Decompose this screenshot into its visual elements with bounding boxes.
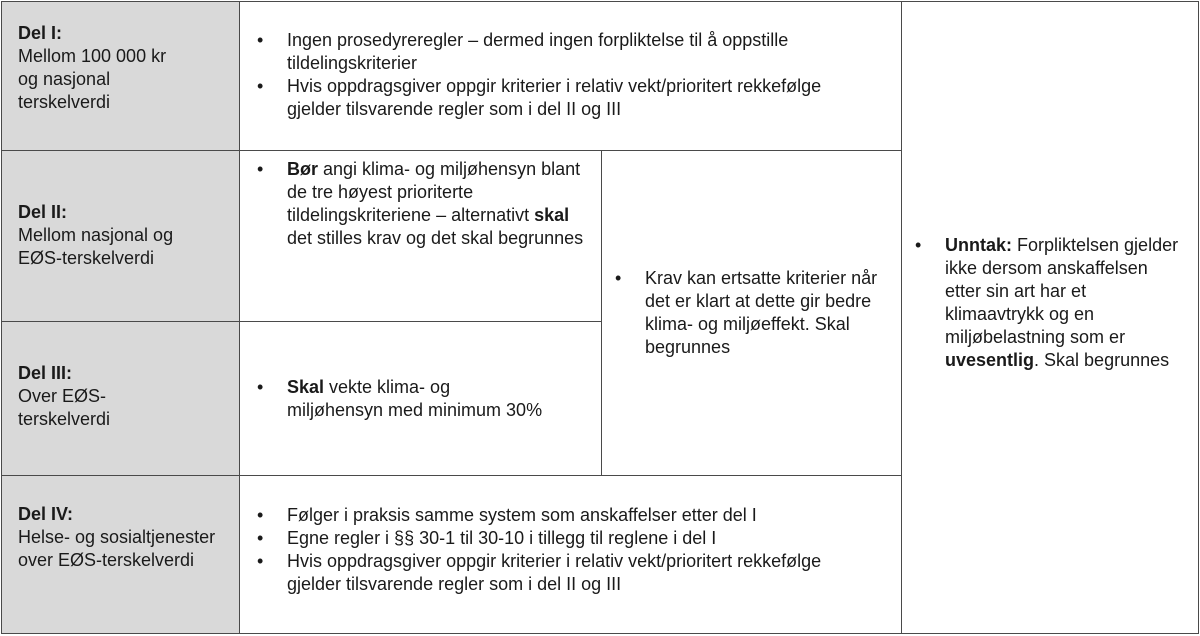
list-item: • Følger i praksis samme system som anskaffelser etter del I bbox=[257, 504, 886, 527]
bullet-list bbox=[257, 158, 591, 250]
row-subheading: Over EØS-terskelverdi bbox=[18, 386, 111, 429]
emphasis-text: uvesentlig bbox=[945, 349, 1035, 370]
row-label-del-4 bbox=[1, 475, 240, 634]
list-item bbox=[915, 234, 1188, 372]
row-label-del-2 bbox=[1, 150, 240, 322]
row-content-del-4 bbox=[239, 475, 902, 634]
row-subheading: Mellom 100 000 kr og nasjonal terskelverdi bbox=[18, 46, 167, 112]
row-subheading: Helse- og sosialtjenester over EØS-terskelverdi bbox=[18, 527, 216, 570]
body-text: det stilles krav og det skal begrunnes bbox=[287, 228, 584, 248]
list-item bbox=[257, 376, 551, 422]
list-item: • Ingen prosedyreregler – dermed ingen forpliktelse til å oppstille tildelingskriterier bbox=[257, 29, 861, 75]
bullet-list bbox=[915, 234, 1188, 372]
body-text: angi klima- og miljøhensyn blant de tre høyest prioriterte tildelingskriteriene – alternativt bbox=[287, 159, 581, 225]
body-text: Forpliktelsen gjelder ikke dersom anskaffelsen etter sin art har et klimaavtrykk og en miljøbelastning som er bbox=[945, 234, 1179, 347]
list-item bbox=[257, 158, 591, 250]
row-content-del-2 bbox=[239, 150, 602, 322]
row-heading: Del III: bbox=[18, 363, 73, 383]
emphasis-text: skal bbox=[534, 205, 570, 225]
body-text: . Skal begrunnes bbox=[1034, 349, 1170, 370]
emphasis-text: Bør bbox=[287, 159, 318, 179]
body-text: vekte klima- og miljøhensyn med minimum 30% bbox=[287, 376, 543, 420]
list-item: • Hvis oppdragsgiver oppgir kriterier i relativ vekt/prioritert rekkefølge gjelder tilsvarende regler som i del II og III bbox=[257, 75, 861, 121]
bullet-list bbox=[615, 267, 891, 359]
row-label-del-3 bbox=[1, 321, 240, 476]
row-heading: Del II: bbox=[18, 202, 68, 222]
emphasis-text: Unntak: bbox=[945, 234, 1012, 255]
row-content-del-1 bbox=[239, 1, 902, 151]
bullet-list bbox=[257, 376, 551, 422]
row-heading: Del IV: bbox=[18, 504, 74, 524]
exception-cell bbox=[901, 1, 1199, 634]
row-content-del-3 bbox=[239, 321, 602, 476]
row-subheading: Mellom nasjonal og EØS-terskelverdi bbox=[18, 225, 174, 268]
row-heading: Del I: bbox=[18, 23, 63, 43]
shared-requirement-cell bbox=[601, 150, 902, 476]
list-item: • Hvis oppdragsgiver oppgir kriterier i relativ vekt/prioritert rekkefølge gjelder tilsvarende regler som i del II og III bbox=[257, 550, 886, 596]
bullet-list bbox=[257, 504, 886, 596]
list-item: • Egne regler i §§ 30-1 til 30-10 i tillegg til reglene i del I bbox=[257, 527, 886, 550]
list-item: • Krav kan ertsatte kriterier når det er klart at dette gir bedre klima- og miljøeffekt. Skal begrunnes bbox=[615, 267, 891, 359]
bullet-list bbox=[257, 29, 861, 121]
row-label-del-1 bbox=[1, 1, 240, 151]
emphasis-text: Skal bbox=[287, 376, 325, 397]
